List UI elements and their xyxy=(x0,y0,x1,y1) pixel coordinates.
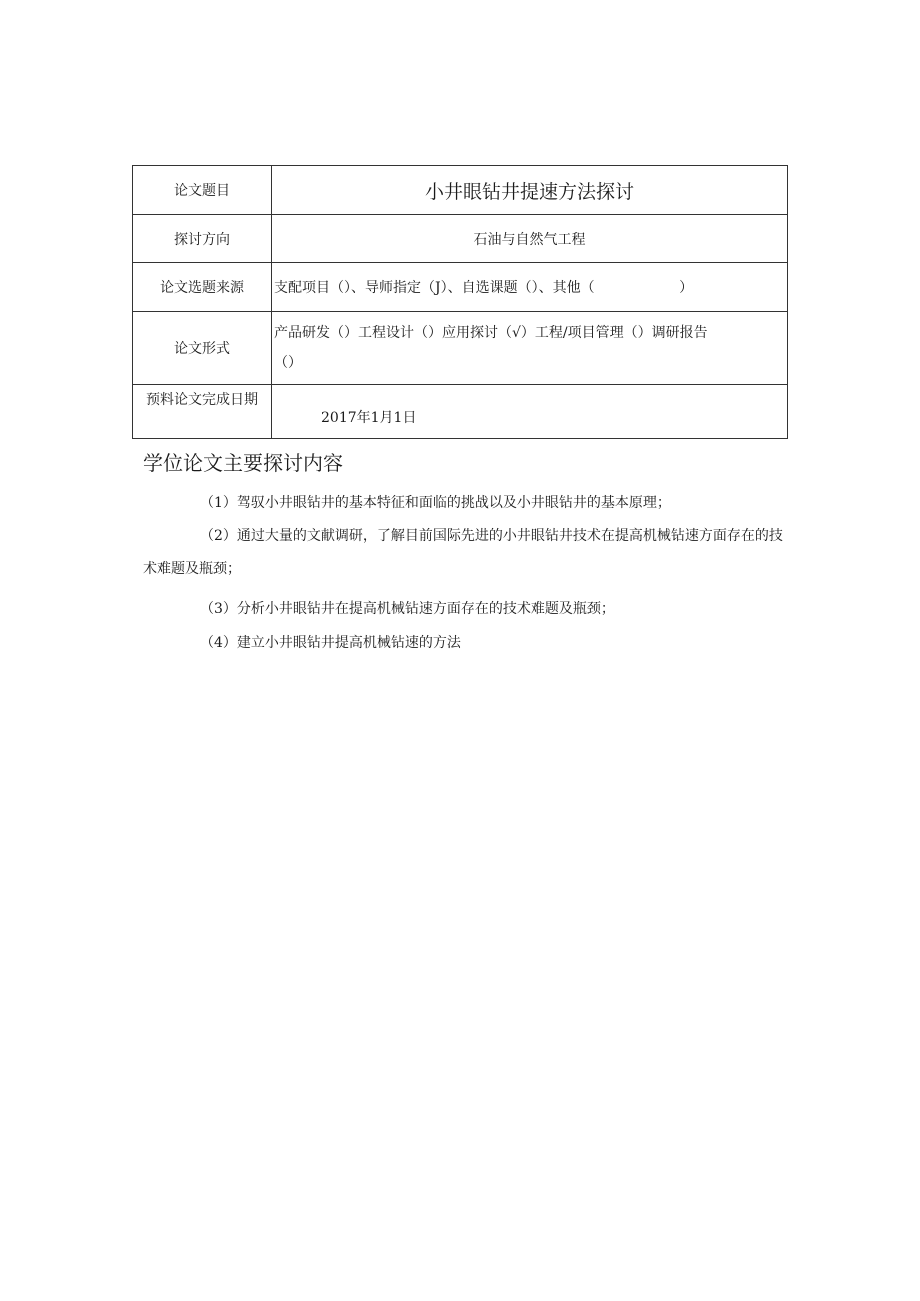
thesis-form-row xyxy=(133,312,788,385)
thesis-title-row xyxy=(133,166,788,215)
expected-date-label: 预料论文完成日期 xyxy=(133,385,272,439)
content-item-4: （4）建立小井眼钻井提高机械钻速的方法 xyxy=(200,635,461,651)
expected-date-cell xyxy=(272,385,788,439)
research-direction-value: 石油与自然气工程 xyxy=(272,215,788,263)
topic-source-label: 论文选题来源 xyxy=(133,263,272,312)
topic-source-value: 支配项目（）、导师指定（J）、自选课题（）、其他（ ） xyxy=(272,263,788,312)
thesis-title-label: 论文题目 xyxy=(133,166,272,215)
content-heading: 学位论文主要探讨内容 xyxy=(143,451,343,475)
thesis-form-value xyxy=(272,312,788,385)
thesis-form-label: 论文形式 xyxy=(133,312,272,385)
topic-source-row xyxy=(133,263,788,312)
expected-date-row xyxy=(133,385,788,439)
thesis-title-value: 小井眼钻井提速方法探讨 xyxy=(272,166,788,215)
thesis-form-options-line1: 产品研发（）工程设计（）应用探讨（√）工程/项目管理（）调研报告 xyxy=(274,325,708,341)
expected-date-value: 2017年1月1日 xyxy=(321,409,417,426)
thesis-form-options-line2: （） xyxy=(274,355,302,371)
research-direction-label: 探讨方向 xyxy=(133,215,272,263)
content-item-2: （2）通过大量的文献调研，了解目前国际先进的小井眼钻井技术在提高机械钻速方面存在的技术难题及瓶颈； xyxy=(143,528,783,577)
research-direction-row xyxy=(133,215,788,263)
thesis-info-table xyxy=(132,165,788,439)
content-item-3: （3）分析小井眼钻井在提高机械钻速方面存在的技术难题及瓶颈； xyxy=(200,601,615,617)
content-item-1: （1）驾驭小井眼钻井的基本特征和面临的挑战以及小井眼钻井的基本原理； xyxy=(200,495,671,511)
